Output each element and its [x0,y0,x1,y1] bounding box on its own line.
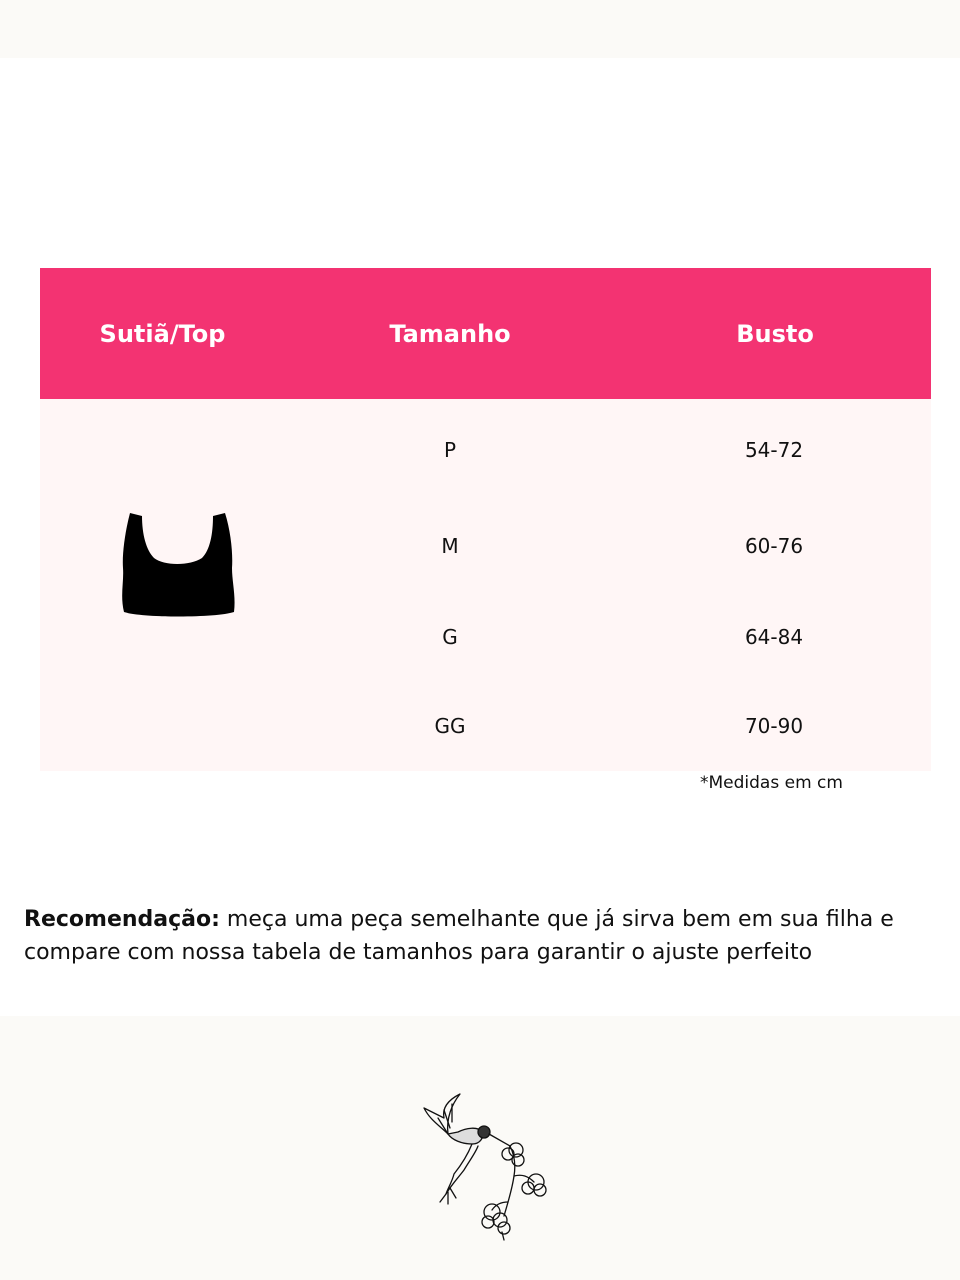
measurement-footnote: *Medidas em cm [700,773,843,793]
recommendation-body: meça uma peça semelhante que já sirva bem em sua filha e compare com nossa tabela de tamanhos para garantir o ajuste perfeito [24,907,894,965]
header-item: Sutiã/Top [99,320,226,348]
row-size: P [443,438,457,462]
row-bust: 64-84 [744,625,804,649]
hummingbird-cotton-icon [418,1090,548,1242]
row-bust: 70-90 [744,714,804,738]
row-size: GG [434,714,466,738]
row-bust: 54-72 [744,438,804,462]
header-size: Tamanho [389,320,511,348]
size-table-header [40,268,931,399]
row-size: G [442,625,458,649]
top-band [0,0,960,58]
sports-bra-icon [118,510,238,620]
recommendation-label: Recomendação: [24,907,220,932]
row-bust: 60-76 [744,534,804,558]
header-bust: Busto [736,320,814,348]
row-size: M [441,534,459,558]
recommendation-text [24,903,939,969]
